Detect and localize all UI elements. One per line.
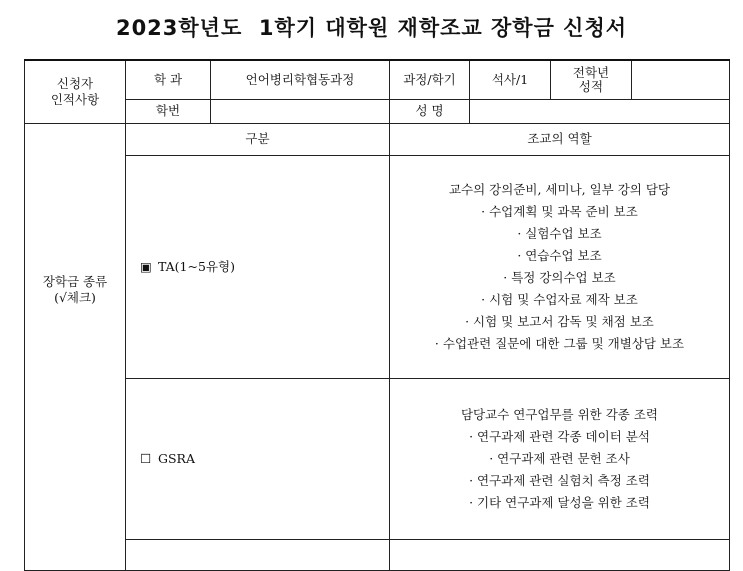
role-duty: · 특정 강의수업 보조 (503, 270, 616, 285)
role-lead: 교수의 강의준비, 세미나, 일부 강의 담당 (448, 182, 670, 197)
dept-value[interactable]: 언어병리학협동과정 (211, 60, 390, 100)
role-duty: · 연습수업 보조 (517, 248, 602, 263)
role-description-gsra (390, 379, 730, 540)
student-id-label: 학번 (126, 100, 211, 124)
role-lead: 담당교수 연구업무를 위한 각종 조력 (460, 407, 659, 422)
role-duty: · 실험수업 보조 (517, 226, 602, 241)
role-duty: · 연구과제 관련 실험치 측정 조력 (469, 473, 650, 488)
role-duty: · 연구과제 관련 문헌 조사 (489, 451, 630, 466)
type-label: TA(1~5유형) (158, 258, 235, 274)
grade-value[interactable] (632, 60, 730, 100)
course-value[interactable]: 석사/1 (470, 60, 551, 100)
checked-checkbox-icon[interactable]: ▣ (140, 258, 152, 274)
scholarship-section-label: 장학금 종류 (√체크) (25, 124, 126, 571)
role-duty: · 기타 연구과제 달성을 위한 조력 (469, 495, 650, 510)
role-description-ta (390, 156, 730, 379)
form-title: 2023학년도 1학기 대학원 재학조교 장학금 신청서 (115, 16, 628, 40)
role-duty: · 시험 및 수업자료 제작 보조 (481, 292, 638, 307)
role-duty: · 시험 및 보고서 감독 및 채점 보조 (465, 314, 654, 329)
student-id-value[interactable] (211, 100, 390, 124)
course-label: 과정/학기 (390, 60, 470, 100)
name-value[interactable] (470, 100, 730, 124)
empty-cell (390, 540, 730, 571)
role-duty: · 수업관련 질문에 대한 그룹 및 개별상담 보조 (434, 336, 685, 351)
type-option-gsra[interactable] (126, 379, 390, 540)
dept-label: 학 과 (126, 60, 211, 100)
type-column-header: 구분 (126, 124, 390, 156)
role-duty: · 수업계획 및 과목 준비 보조 (481, 204, 638, 219)
role-column-header: 조교의 역할 (390, 124, 730, 156)
name-label: 성 명 (390, 100, 470, 124)
type-label: GSRA (158, 450, 195, 466)
type-option-ta[interactable] (126, 156, 390, 379)
grade-label: 전학년 성적 (551, 60, 632, 100)
application-form-table (24, 59, 730, 571)
applicant-section-label: 신청자 인적사항 (25, 60, 126, 124)
role-duty: · 연구과제 관련 각종 데이터 분석 (469, 429, 650, 444)
unchecked-checkbox-icon[interactable]: ☐ (140, 450, 152, 466)
empty-cell (126, 540, 390, 571)
